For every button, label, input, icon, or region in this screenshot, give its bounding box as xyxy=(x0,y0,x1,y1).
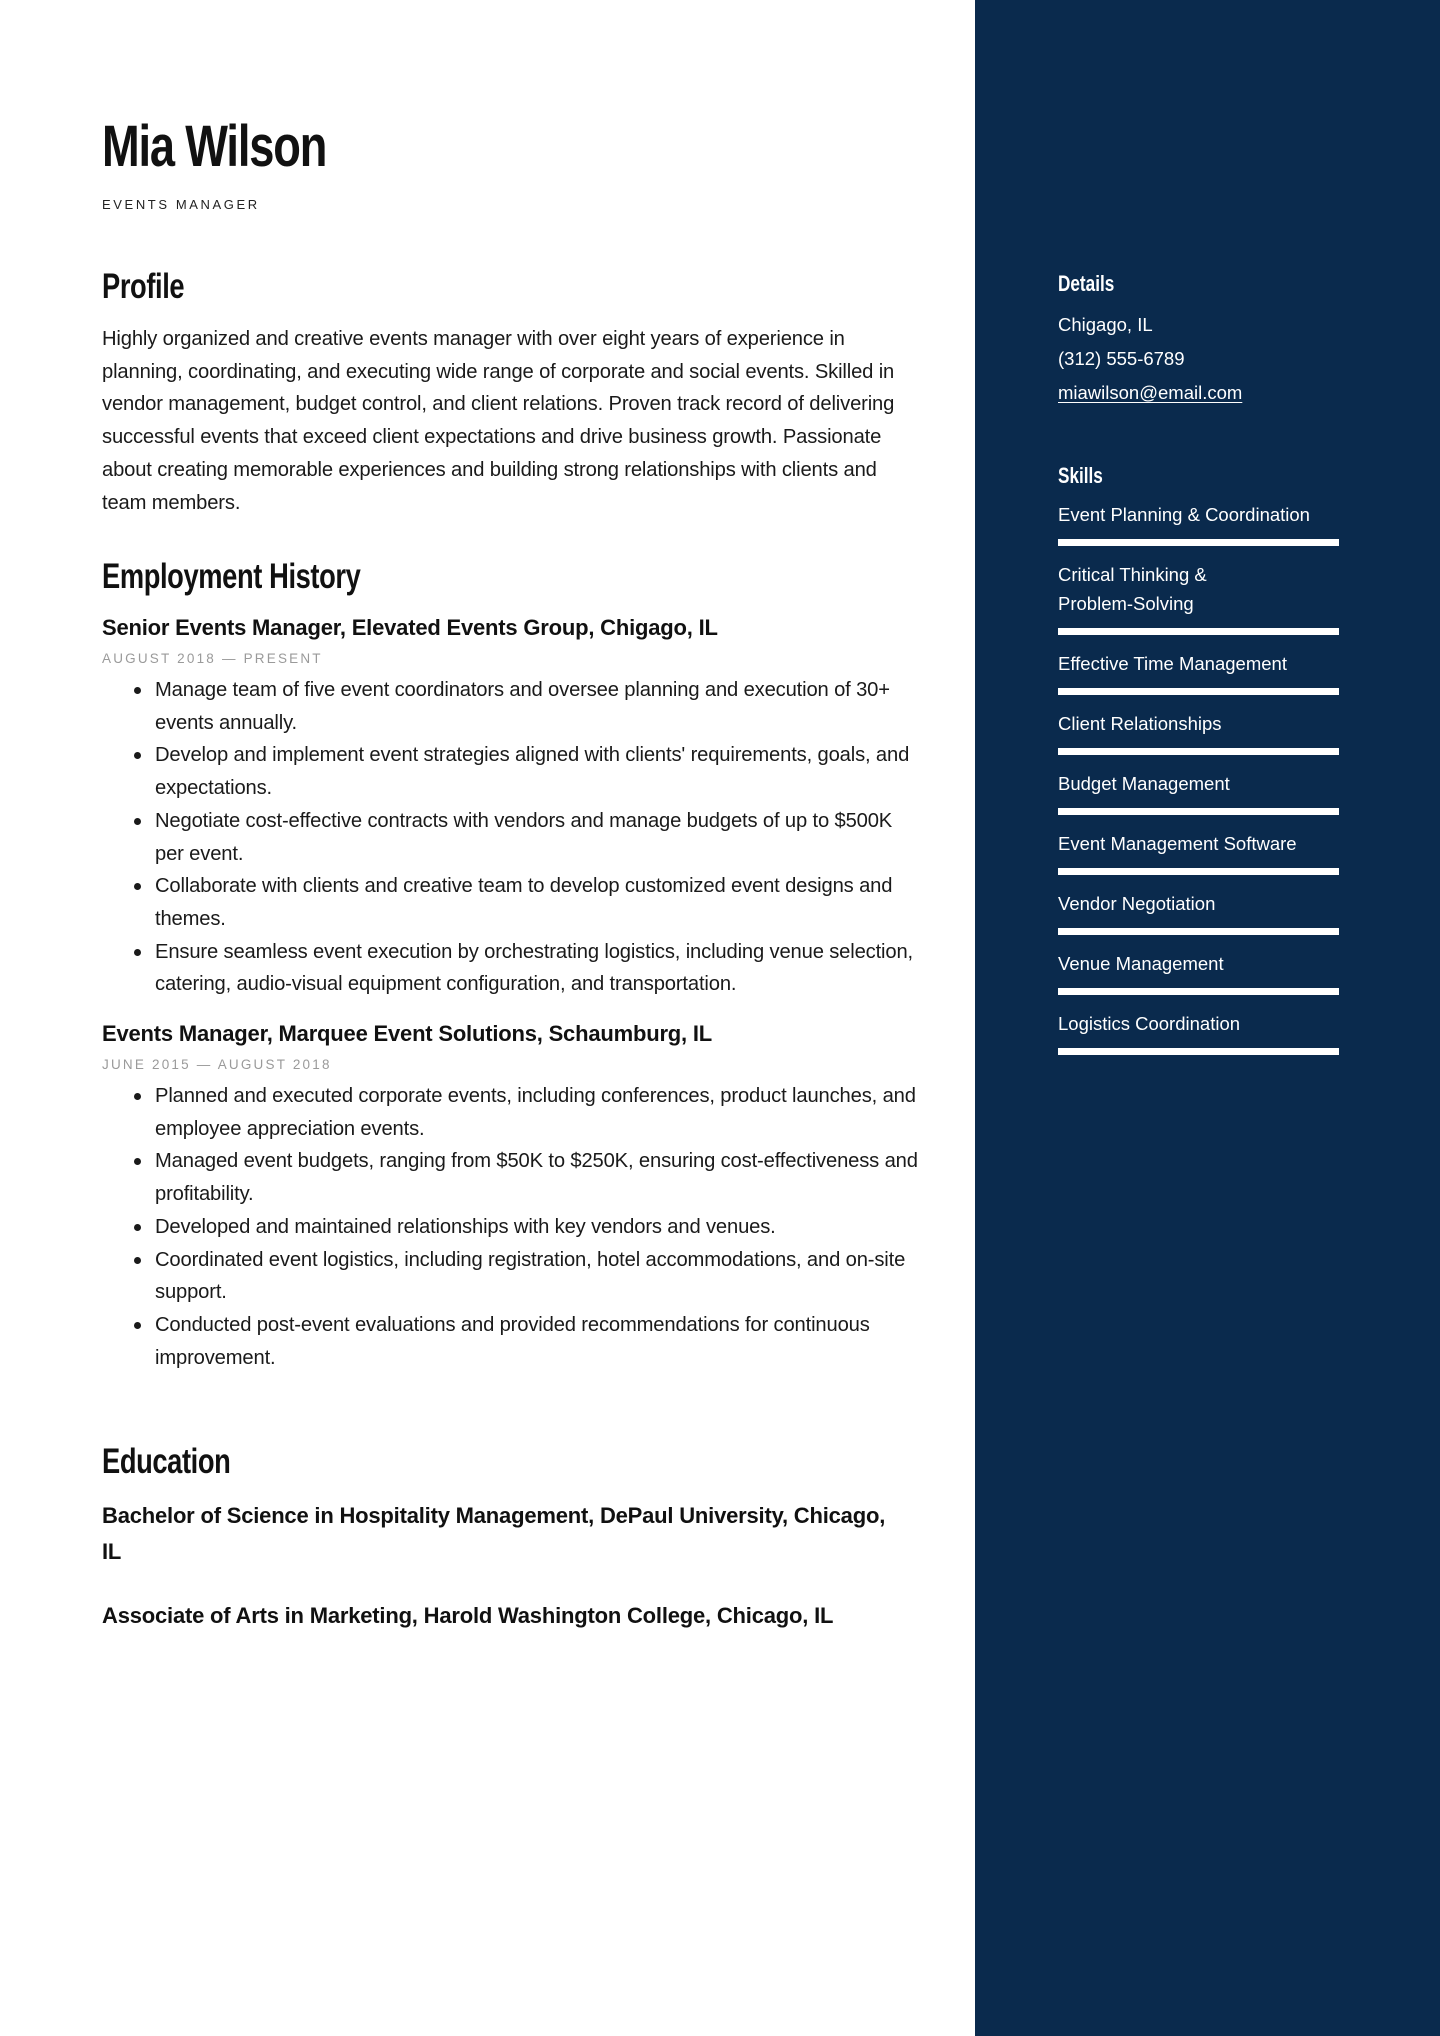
candidate-name: Mia Wilson xyxy=(102,114,327,179)
job-title-subtitle: EVENTS MANAGER xyxy=(102,197,260,212)
skill-level-bar xyxy=(1058,748,1339,755)
job-bullet: Manage team of five event coordinators and oversee planning and execution of 30+ events annually. xyxy=(155,674,922,739)
skill-item xyxy=(1058,889,1339,935)
profile-text: Highly organized and creative events manager with over eight years of experience in planning, coordinating, and executing wide range of corporate and social events. Skilled in vendor management, budget control, and client relations. Proven track record of delivering successful events that exceed client expectations and drive business growth. Passionate about creating memorable experiences and building strong relationships with clients and team members. xyxy=(102,328,895,514)
skill-item xyxy=(1058,829,1339,875)
job-bullets xyxy=(102,674,922,1001)
education-heading: Education xyxy=(102,1442,231,1481)
skill-item xyxy=(1058,949,1339,995)
job-bullet: Negotiate cost-effective contracts with vendors and manage budgets of up to $500K per event. xyxy=(155,805,922,870)
skills-heading: Skills xyxy=(1058,463,1103,488)
skill-level-bar xyxy=(1058,628,1339,635)
education-item: Associate of Arts in Marketing, Harold Washington College, Chicago, IL xyxy=(102,1603,834,1628)
skill-item xyxy=(1058,1009,1339,1055)
education-section xyxy=(102,1440,902,1662)
skill-label: Client Relationships xyxy=(1058,713,1222,734)
job-bullet: Coordinated event logistics, including registration, hotel accommodations, and on-site support. xyxy=(155,1244,922,1309)
skill-level-bar xyxy=(1058,868,1339,875)
skill-label: Budget Management xyxy=(1058,773,1230,794)
skills-section xyxy=(1058,462,1440,1055)
phone: (312) 555-6789 xyxy=(1058,348,1185,369)
skill-label: Venue Management xyxy=(1058,953,1224,974)
skill-label: Event Management Software xyxy=(1058,833,1297,854)
job-bullets xyxy=(102,1080,922,1374)
job-bullet: Develop and implement event strategies aligned with clients' requirements, goals, and expectations. xyxy=(155,739,922,804)
skill-label: Vendor Negotiation xyxy=(1058,893,1216,914)
skill-item xyxy=(1058,649,1339,695)
email-link[interactable]: miawilson@email.com xyxy=(1058,382,1243,403)
job-bullet: Collaborate with clients and creative team to develop customized event designs and themes. xyxy=(155,870,922,935)
location: Chigago, IL xyxy=(1058,314,1153,335)
sidebar xyxy=(975,0,1440,2036)
skill-level-bar xyxy=(1058,539,1339,546)
skill-level-bar xyxy=(1058,688,1339,695)
details-heading: Details xyxy=(1058,271,1115,296)
profile-section xyxy=(102,265,902,519)
job-bullet: Ensure seamless event execution by orchestrating logistics, including venue selection, catering, audio-visual equipment configuration, and transportation. xyxy=(155,936,922,1001)
job-bullet: Conducted post-event evaluations and provided recommendations for continuous improvement. xyxy=(155,1309,922,1374)
skill-item xyxy=(1058,709,1339,755)
skill-level-bar xyxy=(1058,808,1339,815)
job-title: Senior Events Manager, Elevated Events Group, Chigago, IL xyxy=(102,615,718,640)
skill-level-bar xyxy=(1058,928,1339,935)
job-bullet: Developed and maintained relationships with key vendors and venues. xyxy=(155,1211,922,1244)
employment-section xyxy=(102,555,922,1388)
skill-item xyxy=(1058,560,1339,635)
job-dates: AUGUST 2018 — PRESENT xyxy=(102,651,323,666)
skill-label: Logistics Coordination xyxy=(1058,1013,1241,1034)
skill-label: Effective Time Management xyxy=(1058,653,1287,674)
skill-level-bar xyxy=(1058,988,1339,995)
profile-heading: Profile xyxy=(102,267,185,306)
skill-label: Critical Thinking & Problem-Solving xyxy=(1058,564,1207,614)
education-item: Bachelor of Science in Hospitality Management, DePaul University, Chicago, IL xyxy=(102,1503,886,1564)
skill-item xyxy=(1058,769,1339,815)
job-entry xyxy=(102,1017,922,1374)
job-bullet: Managed event budgets, ranging from $50K to $250K, ensuring cost-effectiveness and profitability. xyxy=(155,1145,922,1210)
job-dates: JUNE 2015 — AUGUST 2018 xyxy=(102,1057,332,1073)
skill-item xyxy=(1058,500,1339,546)
skill-level-bar xyxy=(1058,1048,1339,1055)
job-bullet: Planned and executed corporate events, including conferences, product launches, and employee appreciation events. xyxy=(155,1080,922,1145)
skill-label: Event Planning & Coordination xyxy=(1058,504,1310,525)
job-entry xyxy=(102,611,922,1001)
employment-heading: Employment History xyxy=(102,557,361,596)
job-title: Events Manager, Marquee Event Solutions, Schaumburg, IL xyxy=(102,1021,713,1047)
details-section xyxy=(1058,270,1440,410)
